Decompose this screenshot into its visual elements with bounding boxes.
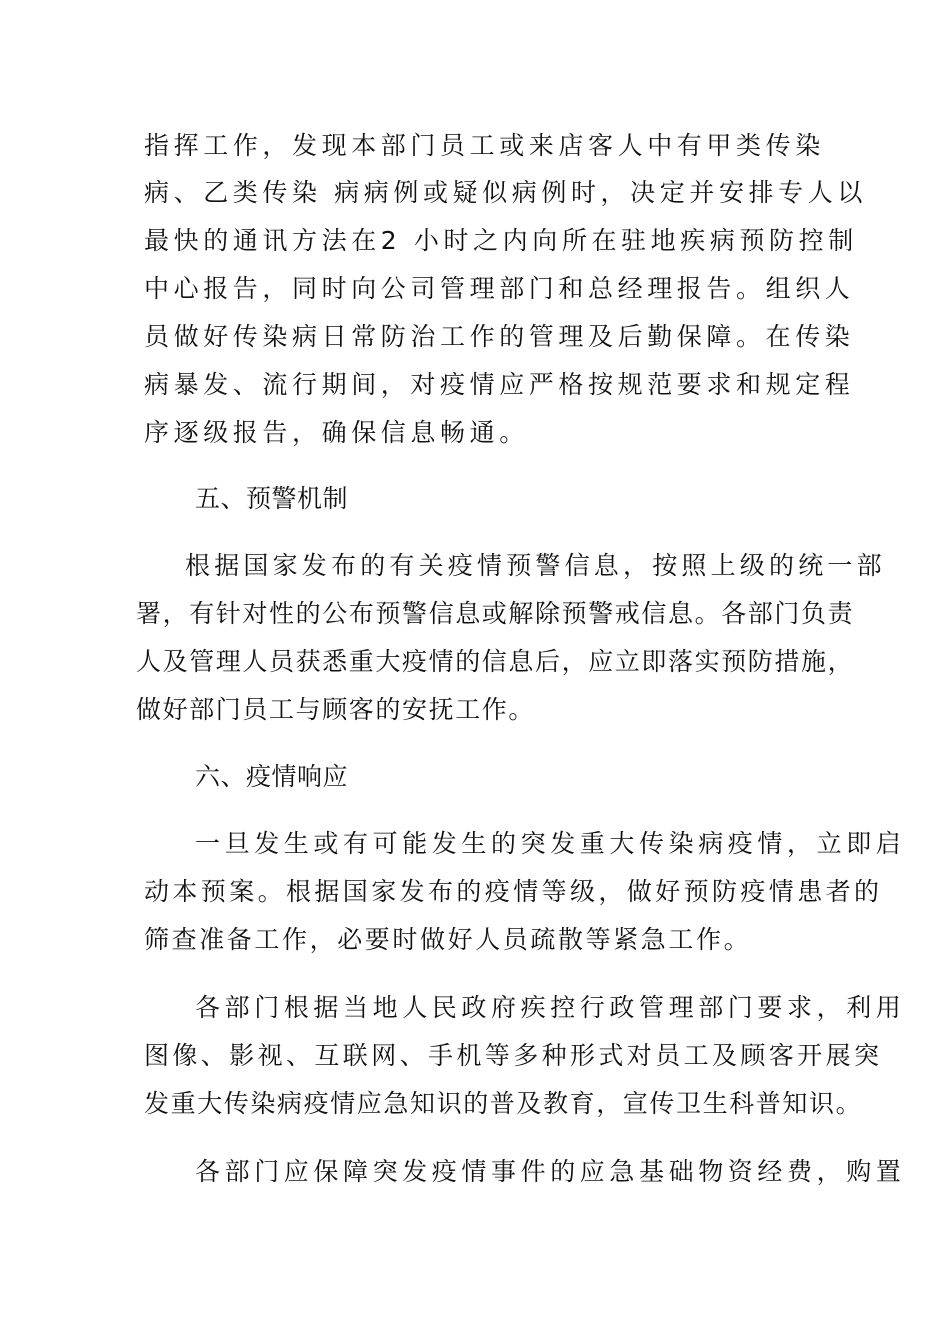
paragraph-line: 一旦发生或有可能发生的突发重大传染病疫情，立即启 bbox=[195, 829, 906, 858]
section-heading: 五、预警机制 bbox=[195, 484, 349, 513]
paragraph-line: 发重大传染病疫情应急知识的普及教育，宣传卫生科普知识。 bbox=[144, 1089, 863, 1118]
paragraph-line: 员做好传染病日常防治工作的管理及后勤保障。在传染 bbox=[144, 322, 855, 351]
paragraph-line: 病暴发、流行期间，对疫情应严格按规范要求和规定程 bbox=[144, 370, 855, 399]
paragraph-line: 各部门根据当地人民政府疾控行政管理部门要求，利用 bbox=[195, 993, 906, 1022]
paragraph-line: 最快的通讯方法在2 小时之内向所在驻地疾病预防控制 bbox=[144, 226, 858, 255]
paragraph-line: 序逐级报告，确保信息畅通。 bbox=[144, 418, 529, 447]
section-heading: 六、疫情响应 bbox=[195, 762, 349, 791]
paragraph-line: 指挥工作，发现本部门员工或来店客人中有甲类传染 bbox=[144, 131, 825, 160]
paragraph-line: 做好部门员工与顾客的安抚工作。 bbox=[136, 695, 536, 724]
paragraph-line: 筛查准备工作，必要时做好人员疏散等紧急工作。 bbox=[144, 925, 752, 954]
paragraph-line: 图像、影视、互联网、手机等多种形式对员工及顾客开展突 bbox=[144, 1041, 883, 1070]
paragraph-line: 署，有针对性的公布预警信息或解除预警戒信息。各部门负责 bbox=[136, 599, 855, 628]
paragraph-line: 各部门应保障突发疫情事件的应急基础物资经费，购置 bbox=[195, 1157, 906, 1186]
paragraph-line: 中心报告，同时向公司管理部门和总经理报告。组织人 bbox=[144, 274, 855, 303]
paragraph-line: 病、乙类传染 病病例或疑似病例时，决定并安排专人以 bbox=[144, 178, 867, 207]
paragraph-line: 根据国家发布的有关疫情预警信息，按照上级的统一部 bbox=[185, 551, 886, 580]
paragraph-line: 动本预案。根据国家发布的疫情等级，做好预防疫情患者的 bbox=[144, 877, 883, 906]
paragraph-line: 人及管理人员获悉重大疫情的信息后，应立即落实预防措施， bbox=[136, 647, 855, 676]
